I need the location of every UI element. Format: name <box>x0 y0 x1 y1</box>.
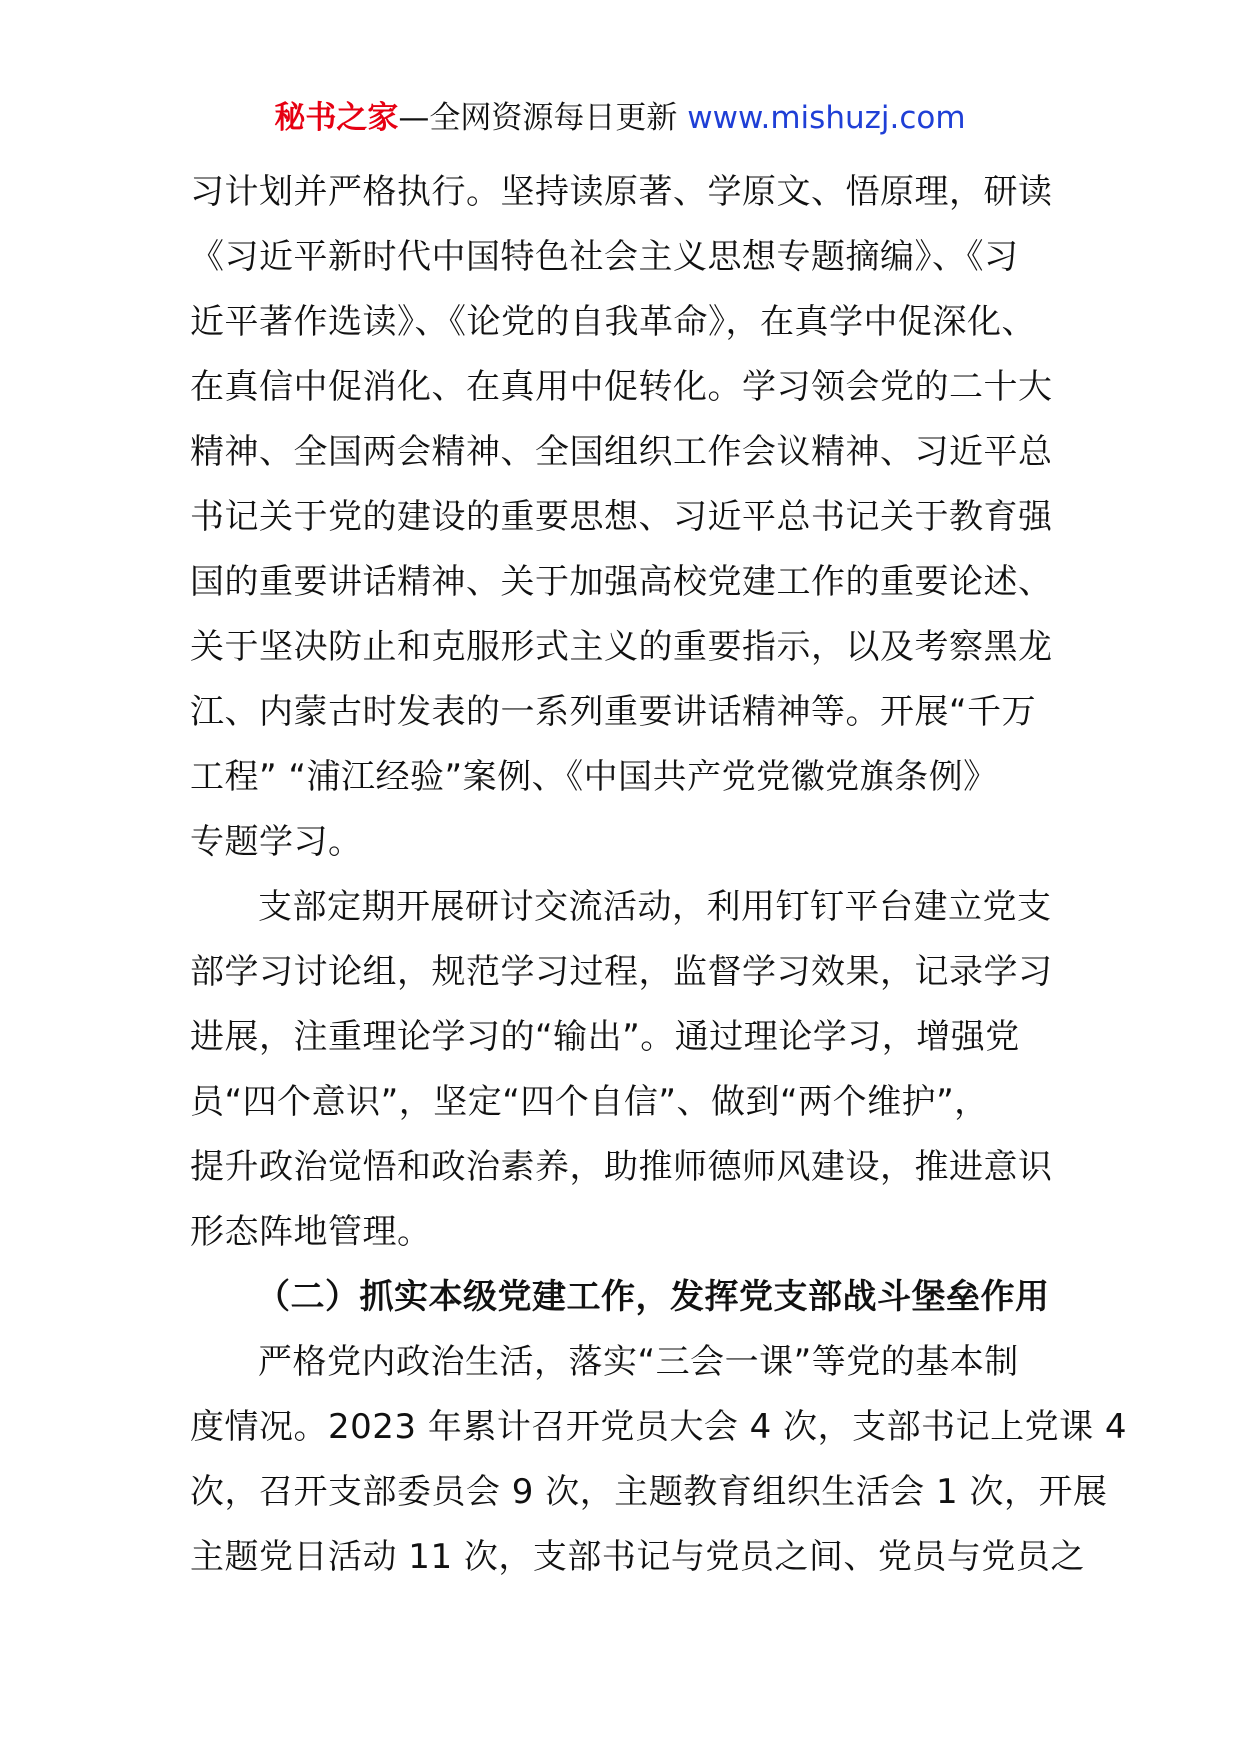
text-line: 在真信中促消化、在真用中促转化。学习领会党的二十大 <box>190 367 1053 407</box>
text-line: 关于坚决防止和克服形式主义的重要指示，以及考察黑龙 <box>190 627 1053 667</box>
site-url-link[interactable]: www.mishuzj.com <box>687 100 966 136</box>
text-line: 精神、全国两会精神、全国组织工作会议精神、习近平总 <box>190 432 1053 472</box>
text-line: 工程” “浦江经验”案例、《中国共产党党徽党旗条例》 <box>190 757 998 797</box>
paragraph-start-line: 支部定期开展研讨交流活动，利用钉钉平台建立党支 <box>258 887 1052 927</box>
text-line: 提升政治觉悟和政治素养，助推师德师风建设，推进意识 <box>190 1147 1053 1187</box>
text-line: 国的重要讲话精神、关于加强高校党建工作的重要论述、 <box>190 562 1053 602</box>
text-line: 主题党日活动 11 次，支部书记与党员之间、党员与党员之 <box>190 1537 1085 1577</box>
site-header <box>0 98 1240 138</box>
text-line: 书记关于党的建设的重要思想、习近平总书记关于教育强 <box>190 497 1053 537</box>
text-line: 员“四个意识”，坚定“四个自信”、做到“两个维护”， <box>190 1082 989 1122</box>
text-line: 专题学习。 <box>190 822 363 862</box>
section-heading: （二）抓实本级党建工作，发挥党支部战斗堡垒作用 <box>256 1277 1050 1317</box>
text-line: 进展，注重理论学习的“输出”。通过理论学习，增强党 <box>190 1017 1020 1057</box>
paragraph-start-line: 严格党内政治生活，落实“三会一课”等党的基本制 <box>258 1342 1019 1382</box>
text-line: 次，召开支部委员会 9 次，主题教育组织生活会 1 次，开展 <box>190 1472 1108 1512</box>
brand-name: 秘书之家 <box>274 100 399 136</box>
text-line: 《习近平新时代中国特色社会主义思想专题摘编》、《习 <box>190 237 1019 277</box>
text-line: 部学习讨论组，规范学习过程，监督学习效果，记录学习 <box>190 952 1053 992</box>
text-line: 形态阵地管理。 <box>190 1212 432 1252</box>
text-line: 度情况。2023 年累计召开党员大会 4 次，支部书记上党课 4 <box>190 1407 1128 1447</box>
text-line: 习计划并严格执行。坚持读原著、学原文、悟原理，研读 <box>190 172 1053 212</box>
header-tagline: —全网资源每日更新 <box>398 100 688 136</box>
text-line: 江、内蒙古时发表的一系列重要讲话精神等。开展“千万 <box>190 692 1037 732</box>
document-body <box>190 160 1128 1590</box>
text-line: 近平著作选读》、《论党的自我革命》，在真学中促深化、 <box>190 302 1036 342</box>
